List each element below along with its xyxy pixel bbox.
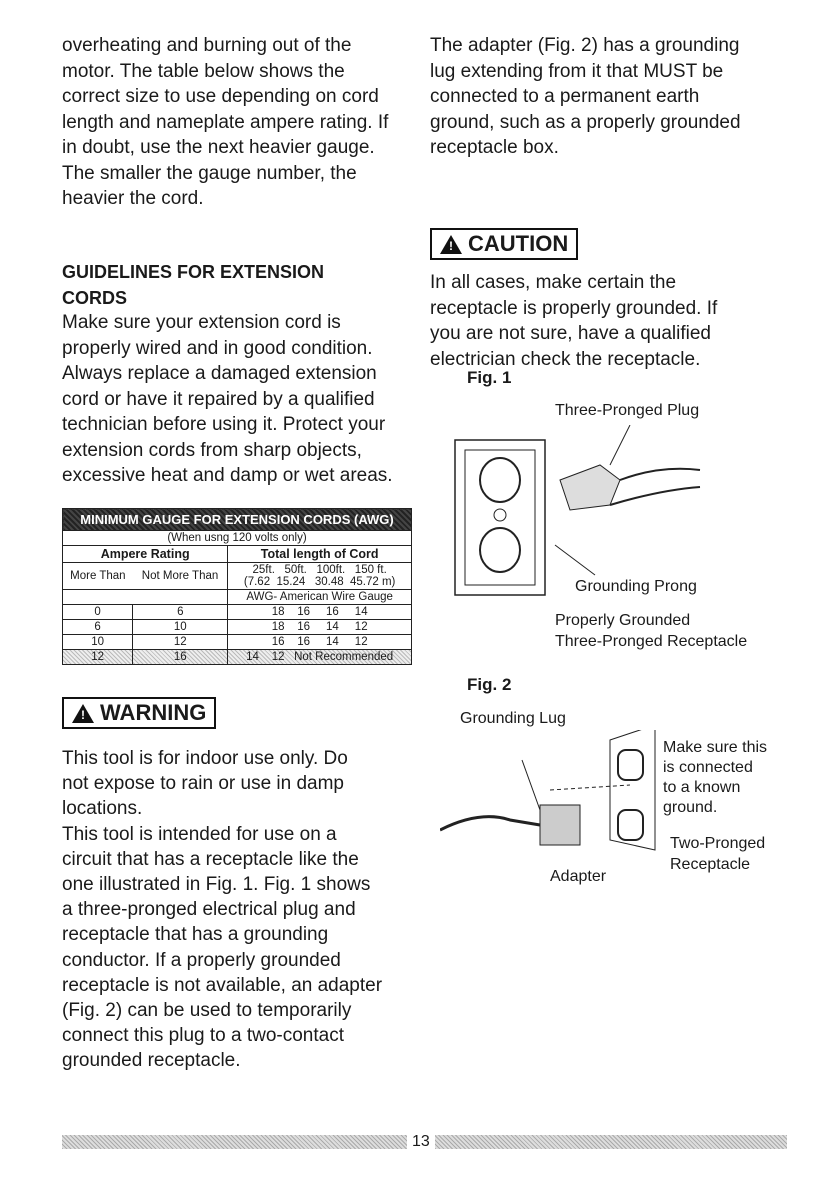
more-than-cell: 0 xyxy=(63,605,133,620)
text-line: locations. xyxy=(62,798,143,820)
text-line: not expose to rain or use in damp xyxy=(62,773,345,795)
not-more-than-cell: 6 xyxy=(133,605,228,620)
text-line: in doubt, use the next heavier gauge. xyxy=(62,137,375,158)
lengths-ft: 25ft. 50ft. 100ft. 150 ft. xyxy=(252,564,387,576)
text-line: technician before using it. Protect your xyxy=(62,414,386,435)
text-line: is connected xyxy=(663,759,753,776)
fig1-illustration xyxy=(450,425,710,600)
text-line: (Fig. 2) can be used to temporarily xyxy=(62,1000,352,1022)
caution-badge xyxy=(430,228,578,260)
text-line: CORDS xyxy=(62,287,128,308)
footer-rule-right xyxy=(435,1135,787,1149)
text-line: lug extending from it that MUST be xyxy=(430,60,724,82)
text-line: Make sure your extension cord is xyxy=(62,312,341,333)
table-row xyxy=(63,635,412,650)
text-line: Receptacle xyxy=(670,856,751,873)
text-line: The smaller the gauge number, the xyxy=(62,162,357,184)
warning-icon: ! xyxy=(72,704,94,723)
fig2-title: Fig. 2 xyxy=(467,675,512,694)
more-than-header: More Than xyxy=(63,563,133,590)
fig1-title: Fig. 1 xyxy=(467,368,512,387)
table-row xyxy=(63,605,412,620)
text-line: Two-Pronged xyxy=(670,835,766,852)
table-subtitle: (When usng 120 volts only) xyxy=(63,531,412,546)
warning-badge xyxy=(62,697,216,729)
text-line: correct size to use depending on cord xyxy=(62,86,379,107)
cord-length-header: Total length of Cord xyxy=(228,546,412,563)
text-line: The adapter (Fig. 2) has a grounding xyxy=(430,35,740,56)
text-line: This tool is for indoor use only. Do xyxy=(62,748,348,769)
text-line: grounded receptacle. xyxy=(62,1050,241,1072)
intro-paragraph xyxy=(62,33,388,212)
more-than-cell: 6 xyxy=(63,620,133,635)
table-row xyxy=(63,650,412,665)
text-line: receptacle that has a grounding xyxy=(62,924,329,946)
text-line: to a known xyxy=(663,779,741,796)
guidelines-paragraph xyxy=(62,310,393,489)
gauges-cell: 18 16 14 12 xyxy=(228,620,412,635)
text-line: ground. xyxy=(663,799,718,816)
text-line: circuit that has a receptacle like the xyxy=(62,848,359,870)
fig1-receptacle-label-2: Three-Pronged Receptacle xyxy=(555,633,748,650)
caution-label: CAUTION xyxy=(468,231,569,256)
text-line: conductor. If a properly grounded xyxy=(62,949,341,971)
text-line: motor. The table below shows the xyxy=(62,60,345,82)
gauges-cell: 16 16 14 12 xyxy=(228,635,412,650)
warning-paragraph xyxy=(62,746,382,1074)
text-line: overheating and burning out of the xyxy=(62,35,352,56)
caution-icon: ! xyxy=(440,235,462,254)
text-line: cord or have it repaired by a qualified xyxy=(62,388,375,410)
text-line: electrician check the receptacle. xyxy=(430,348,701,370)
text-line: one illustrated in Fig. 1. Fig. 1 shows xyxy=(62,874,371,896)
fig2-lug-label: Grounding Lug xyxy=(460,710,566,727)
text-line: receptacle is not available, an adapter xyxy=(62,974,383,996)
text-line: connected to a permanent earth xyxy=(430,86,700,107)
not-more-than-cell: 10 xyxy=(133,620,228,635)
text-line: you are not sure, have a qualified xyxy=(430,323,711,344)
fig2-adapter-label: Adapter xyxy=(550,868,607,885)
caution-paragraph xyxy=(430,270,717,372)
text-line: heavier the cord. xyxy=(62,188,204,209)
fig2-note xyxy=(663,738,767,818)
text-line: ground, such as a properly grounded xyxy=(430,111,741,133)
page-number: 13 xyxy=(412,1133,430,1150)
table-row xyxy=(63,620,412,635)
text-line: length and nameplate ampere rating. If xyxy=(62,111,389,133)
fig1-receptacle-label-1: Properly Grounded xyxy=(555,612,691,629)
text-line: connect this plug to a two-contact xyxy=(62,1025,344,1047)
text-line: receptacle box. xyxy=(430,137,559,158)
text-line: Make sure this xyxy=(663,739,768,756)
awg-note: AWG- American Wire Gauge xyxy=(228,590,412,605)
fig2-receptacle-label xyxy=(670,833,765,875)
warning-label: WARNING xyxy=(100,700,207,725)
guidelines-heading xyxy=(62,260,324,311)
footer-rule-left xyxy=(62,1135,407,1149)
text-line: Always replace a damaged extension xyxy=(62,363,377,384)
table-title: MINIMUM GAUGE FOR EXTENSION CORDS (AWG) xyxy=(63,509,412,531)
text-line: a three-pronged electrical plug and xyxy=(62,899,356,921)
text-line: excessive heat and damp or wet areas. xyxy=(62,465,393,486)
not-more-than-header: Not More Than xyxy=(133,563,228,590)
text-line: properly wired and in good condition. xyxy=(62,337,373,359)
more-than-cell: 10 xyxy=(63,635,133,650)
fig2-illustration xyxy=(440,730,670,860)
not-more-than-cell: 12 xyxy=(133,635,228,650)
ampere-rating-header: Ampere Rating xyxy=(63,546,228,563)
text-line: This tool is intended for use on a xyxy=(62,823,337,845)
more-than-cell: 12 xyxy=(63,650,133,665)
adapter-paragraph xyxy=(430,33,741,161)
gauges-cell: 18 16 16 14 xyxy=(228,605,412,620)
text-line: extension cords from sharp objects, xyxy=(62,439,362,461)
text-line: In all cases, make certain the xyxy=(430,272,677,293)
gauge-table xyxy=(62,508,412,665)
not-more-than-cell: 16 xyxy=(133,650,228,665)
text-line: GUIDELINES FOR EXTENSION xyxy=(62,262,325,282)
text-line: receptacle is properly grounded. If xyxy=(430,297,718,319)
fig1-plug-label: Three-Pronged Plug xyxy=(555,402,700,419)
fig1-prong-label: Grounding Prong xyxy=(575,578,697,595)
lengths-m: (7.62 15.24 30.48 45.72 m) xyxy=(243,576,396,588)
gauges-cell: 14 12 Not Recommended xyxy=(228,650,412,665)
